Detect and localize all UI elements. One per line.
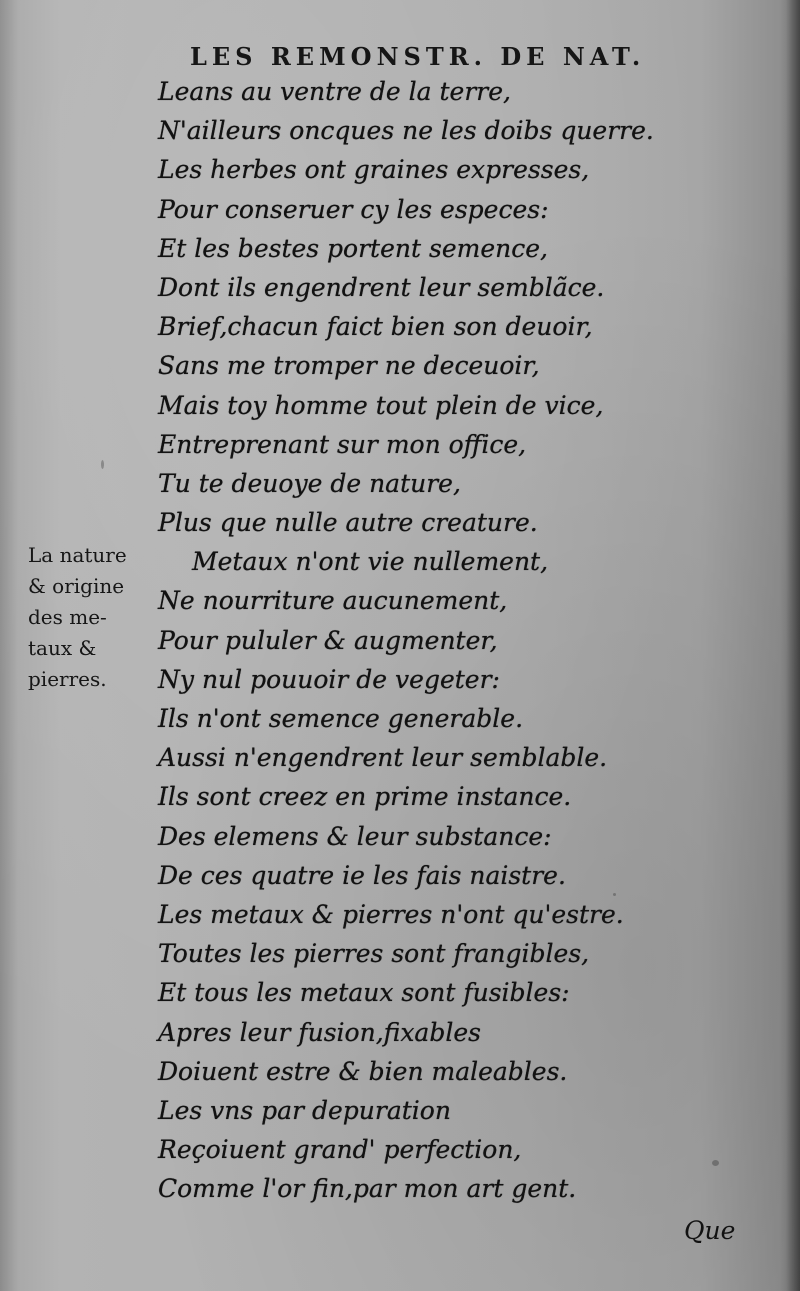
margin-note-line: taux & xyxy=(28,636,97,660)
poem-line: Pour pululer & augmenter, xyxy=(158,625,498,655)
margin-note xyxy=(28,540,156,695)
poem-line: Et les bestes portent semence, xyxy=(158,233,548,263)
poem-line: Comme l'or fin,par mon art gent. xyxy=(158,1174,577,1204)
ink-speck xyxy=(101,460,104,469)
poem-text xyxy=(158,72,738,1208)
poem-line: Entreprenant sur mon office, xyxy=(158,429,527,459)
poem-line: Des elemens & leur substance: xyxy=(158,821,552,851)
poem-line: Les vns par depuration xyxy=(158,1095,451,1125)
page-spine-shadow xyxy=(786,0,800,1291)
running-head: LES REMONSTR. DE NAT. xyxy=(190,42,646,71)
poem-line: Mais toy homme tout plein de vice, xyxy=(158,390,604,420)
margin-note-line: des me- xyxy=(28,605,107,629)
poem-line: Ils n'ont semence generable. xyxy=(158,704,524,733)
poem-line: Dont ils engendrent leur semblãce. xyxy=(158,272,605,302)
poem-line: Metaux n'ont vie nullement, xyxy=(192,547,549,577)
poem-line: Pour conseruer cy les especes: xyxy=(158,194,549,224)
ink-speck xyxy=(712,1160,719,1166)
poem-line: De ces quatre ie les fais naistre. xyxy=(158,860,566,890)
poem-line: Les metaux & pierres n'ont qu'estre. xyxy=(158,899,624,929)
poem-line: Reçoiuent grand' perfection, xyxy=(158,1135,522,1165)
poem-line: Ils sont creez en prime instance. xyxy=(158,782,572,812)
poem-line: Sans me tromper ne deceuoir, xyxy=(158,351,540,381)
poem-line: Plus que nulle autre creature. xyxy=(158,508,538,538)
poem-line: Doiuent estre & bien maleables. xyxy=(158,1056,568,1086)
poem-line: Tu te deuoye de nature, xyxy=(158,468,461,498)
margin-note-line: & origine xyxy=(28,574,125,598)
poem-line: Ne nourriture aucunement, xyxy=(158,586,508,616)
poem-line: Les herbes ont graines expresses, xyxy=(158,155,590,185)
poem-line: Aussi n'engendrent leur semblable. xyxy=(158,743,608,773)
poem-line: Leans au ventre de la terre, xyxy=(158,77,511,106)
poem-line: N'ailleurs oncques ne les doibs querre. xyxy=(158,116,654,146)
catchword: Que xyxy=(684,1216,736,1245)
poem-line: Et tous les metaux sont fusibles: xyxy=(158,978,570,1008)
poem-line: Apres leur fusion,fixables xyxy=(158,1017,481,1047)
ink-speck xyxy=(613,893,616,896)
poem-line: Toutes les pierres sont frangibles, xyxy=(158,939,590,969)
poem-line: Ny nul pouuoir de vegeter: xyxy=(158,664,500,694)
margin-note-line: La nature xyxy=(28,543,127,567)
poem-line: Brief,chacun faict bien son deuoir, xyxy=(158,312,593,342)
margin-note-line: pierres. xyxy=(28,667,107,691)
